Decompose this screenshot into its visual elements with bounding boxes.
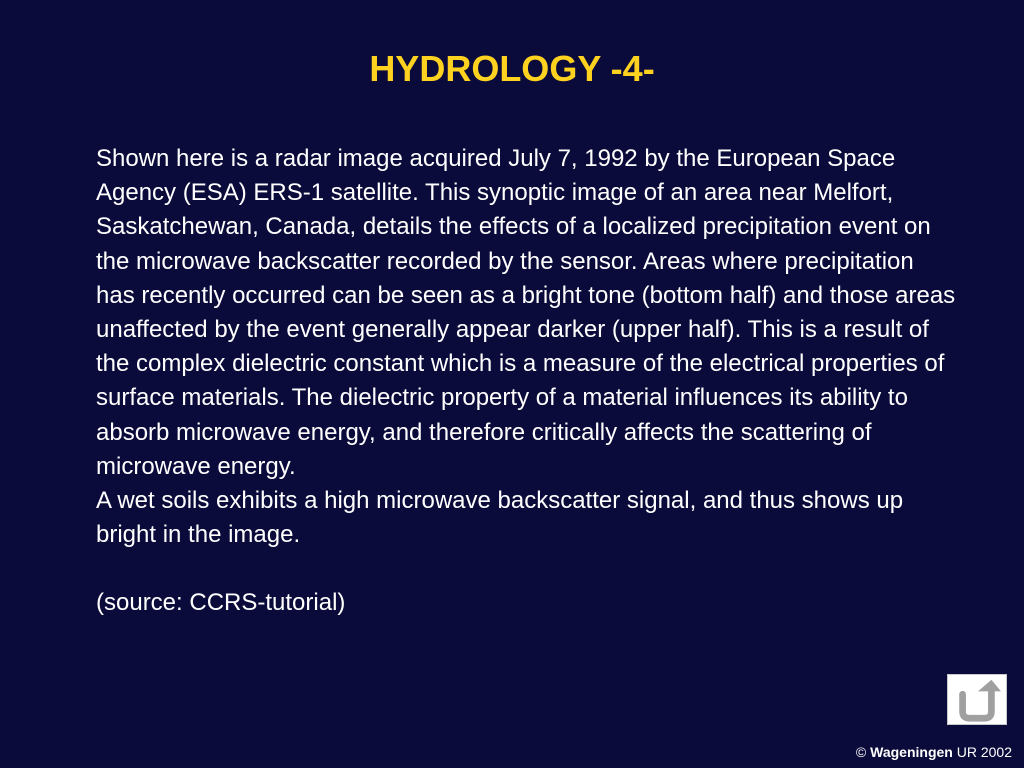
source-citation: (source: CCRS-tutorial) <box>96 589 346 617</box>
body-paragraph-1: Shown here is a radar image acquired July 7, 1992 by the European Space Agency (ESA) ERS-1 satellite. This synoptic image of an area near Melfort, Saskatchewan, Canada, details the effects of a localized precipitation event on the microwave backscatter recorded by the sensor. Areas where precipitation has recently occurred can be seen as a bright tone (bottom half) and those areas unaffected by the event generally appear darker (upper half). This is a result of the complex dielectric constant which is a measure of the electrical properties of surface materials. The dielectric property of a material influences its ability to absorb microwave energy, and therefore critically affects the scattering of microwave energy. <box>96 145 956 480</box>
slide-body <box>96 142 956 621</box>
footer-organization: Wageningen <box>870 744 953 760</box>
footer-suffix: UR 2002 <box>956 744 1012 760</box>
footer-credit <box>856 743 1012 761</box>
paragraph-spacer <box>96 552 956 586</box>
copyright-symbol: © <box>855 744 867 760</box>
body-paragraph-2: A wet soils exhibits a high microwave backscatter signal, and thus shows up bright in the image. <box>96 487 904 549</box>
return-arrow-icon <box>948 675 1006 724</box>
slide-title: HYDROLOGY -4- <box>369 48 655 89</box>
return-button[interactable] <box>947 674 1007 725</box>
